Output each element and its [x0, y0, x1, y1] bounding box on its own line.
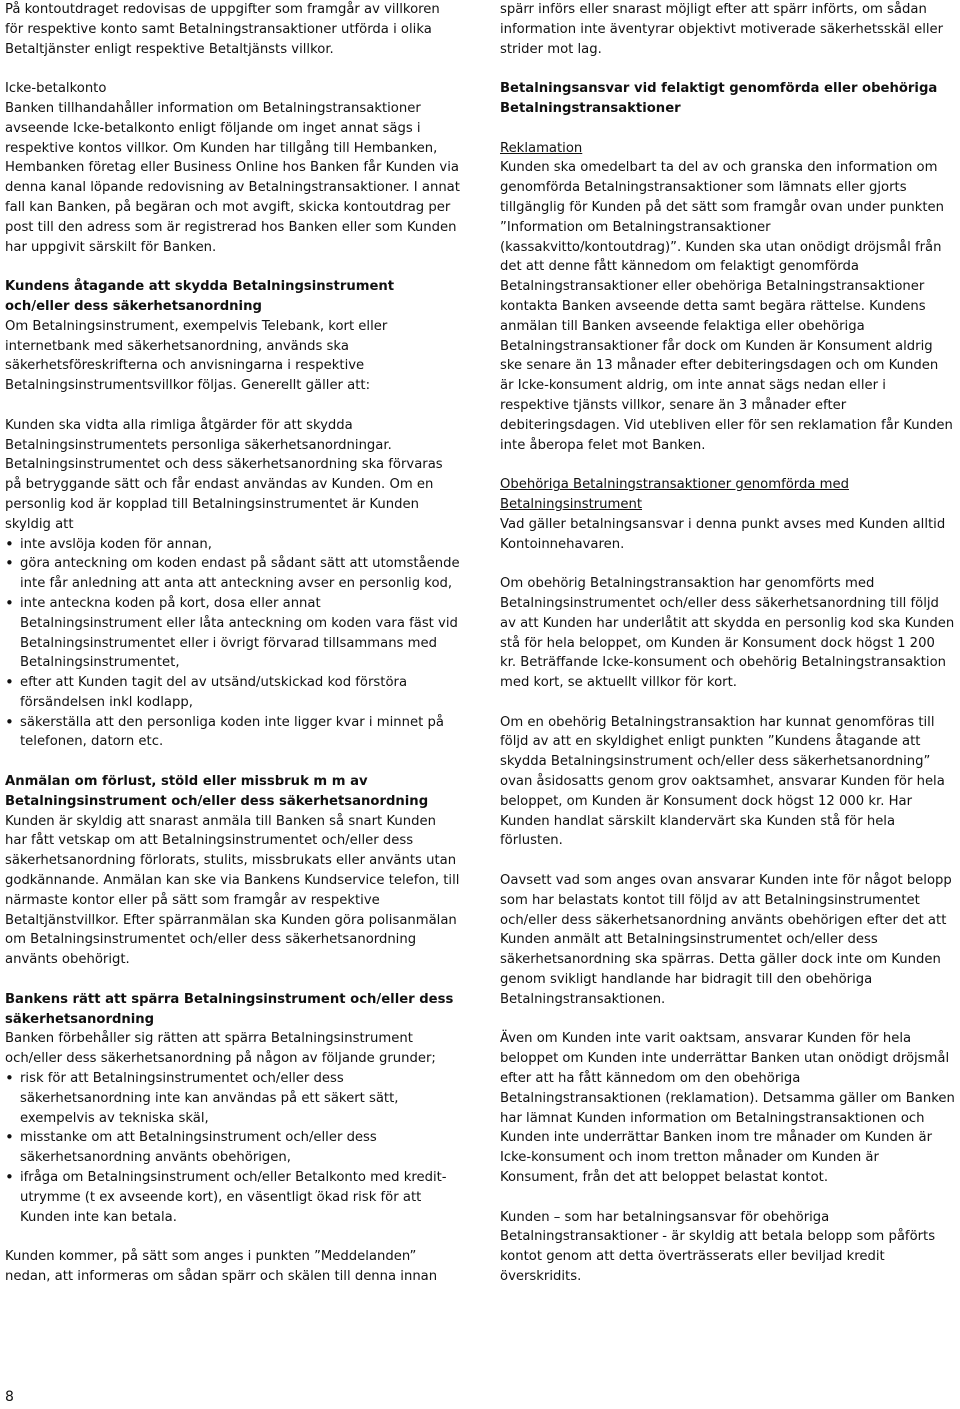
- anmalan-section: [5, 772, 460, 970]
- continued-paragraph: spärr införs eller snarast möjligt efter att spärr införts, om sådan information inte äventyrar objektivt motiverade säkerhetsskäl eller strider mot lag.: [500, 2, 944, 57]
- list-item: • risk för att Betalningsinstrumentet och/eller dess säkerhetsanordning inte kan användas på ett säkert sätt, exempelvis av tekniska skäl,: [5, 1069, 460, 1128]
- list-item: • säkerställa att den personliga koden inte ligger kvar i minnet på telefonen, datorn etc.: [5, 713, 460, 753]
- sparra-text: Banken förbehåller sig rätten att spärra Betalningsinstrument och/eller dess säkerhetsanordning på någon av följande grunder;: [5, 1031, 436, 1067]
- reklamation-section: [500, 139, 955, 456]
- paragraph-reklamation-frist: Även om Kunden inte varit oaktsam, ansvarar Kunden för hela beloppet om Kunden inte underrättar Banken utan onödigt dröjsmål efter att ha fått kännedom om den obehöriga Betalningstransaktionen (reklamation). Detsamma gäller om Banken har lämnat Kunden information om Betalningstransaktionen och Kunden inte underrättar Banken inom tre månader om Kunden är Icke-konsument och inom tretton månader om Kunden är Konsument, från det att beloppet belastat kontot.: [500, 1031, 955, 1186]
- obehoriga-text: Vad gäller betalningsansvar i denna punkt avses med Kunden alltid Kontoinnehavaren.: [500, 516, 946, 552]
- skydda-section: [5, 277, 460, 396]
- obehoriga-title: Obehöriga Betalningstransaktioner genomförda med Betalningsinstrument: [500, 477, 849, 512]
- icke-betalkonto-title: Icke-betalkonto: [5, 81, 107, 97]
- sparra-section: [5, 990, 460, 1228]
- skydda-section-2: [5, 416, 460, 753]
- list-item: • inte anteckna koden på kort, dosa eller annat Betalningsinstrument eller låta anteckning om koden vara fäst vid Betalningsinstrumentet eller i övrigt förvarad tillsammans med Betalningsinstrumentet,: [5, 594, 460, 673]
- page-number: 8: [5, 1389, 14, 1405]
- anmalan-text: Kunden är skyldig att snarast anmäla till Banken så snart Kunden har fått vetskap om att Betalningsinstrumentet och/eller dess säkerhetsanordning förlorats, stulits, missbrukats eller använts utan godkännande. Anmälan kan ske via Bankens Kundservice telefon, till närmaste kontor eller på sätt som framgår av respektive Betaltjänstvillkor. Efter spärranmälan ska Kunden göra polisanmälan om Betalningsinstrumentet och/eller dess säkerhetsanordning använts obehörigt.: [5, 813, 460, 968]
- right-column: [500, 0, 955, 1307]
- sparra-title: Bankens rätt att spärra Betalningsinstrument och/eller dess säkerhetsanordning: [5, 991, 454, 1027]
- intro-paragraph: På kontoutdraget redovisas de uppgifter som framgår av villkoren för respektive konto samt Betalningstransaktioner utförda i olika Betaltjänster enligt respektive Betaltjänsts villkor.: [5, 2, 440, 57]
- reklamation-text: Kunden ska omedelbart ta del av och granska den information om genomförda Betalningstransaktioner som lämnats eller gjorts tillgänglig för Kunden på det sätt som framgår ovan under punkten ”Information om Betalningstransaktioner (kassakvitto/kontoutdrag)”. Kunden ska utan onödigt dröjsmål från det att denne fått kännedom om felaktigt genomförda Betalningstransaktioner eller obehöriga Betalningstransaktioner kontakta Banken avseende detta samt begära rättelse. Kundens anmälan till Banken avseende felaktiga eller obehöriga Betalningstransaktioner får dock om Kunden är Konsument aldrig ske senare än 13 månader efter debiteringsdagen och om Kunden är Icke-konsument aldrig, om inte annat sägs nedan eller i respektive tjänsts villkor, senare än 3 månader efter debiteringsdagen. Vid utebliven eller för sen reklamation får Kunden inte åberopa felet mot Banken.: [500, 160, 953, 453]
- list-item: • ifråga om Betalningsinstrument och/eller Betalkonto med kreditutrymme (t ex avseende kort), en väsentligt ökad risk för att Kunden inte kan betala.: [5, 1168, 460, 1227]
- left-column: [5, 0, 460, 1307]
- reklamation-title: Reklamation: [500, 140, 583, 156]
- sparra-bullet-list: [5, 1069, 460, 1227]
- icke-betalkonto-text: Banken tillhandahåller information om Betalningstransaktioner avseende Icke-betalkonto enligt följande om inget annat sägs i respektive kontos villkor. Om Kunden har tillgång till Hembanken, Hembanken företag eller Business Online hos Banken får Kunden via denna kanal löpande redovisning av Betalningstransaktioner. I annat fall kan Banken, på begäran och mot avgift, skicka kontoutdrag per post till den adress som är registrerad hos Banken eller som Kunden har uppgivit särskilt för Banken.: [5, 100, 460, 255]
- list-item: • inte avslöja koden för annan,: [5, 535, 460, 555]
- obehoriga-section: [500, 475, 955, 554]
- icke-betalkonto-section: [5, 79, 460, 257]
- skydda-title: Kundens åtagande att skydda Betalningsinstrument och/eller dess säkerhetsanordning: [5, 279, 395, 314]
- anmalan-title: Anmälan om förlust, stöld eller missbruk m m av Betalningsinstrument och/eller dess säkerhetsanordning: [5, 774, 429, 809]
- paragraph-betalningsskyldighet: Kunden – som har betalningsansvar för obehöriga Betalningstransaktioner - är skyldig att betala belopp som påförts kontot genom att detta överträsserats eller beviljad kredit överskridits.: [500, 1209, 936, 1284]
- skydda-text: Om Betalningsinstrument, exempelvis Telebank, kort eller internetbank med säkerhetsanordning, används ska säkerhetsföreskrifterna och anvisningarna i respektive Betalningsinstrumentsvillkor följas. Generellt gäller att:: [5, 318, 388, 394]
- sparra-text-2: Kunden kommer, på sätt som anges i punkten ”Meddelanden” nedan, att informeras om sådan spärr och skälen till denna innan: [5, 1249, 438, 1284]
- list-item: • misstanke om att Betalningsinstrument och/eller dess säkerhetsanordning använts obehörigen,: [5, 1128, 460, 1168]
- list-item: • efter att Kunden tagit del av utsänd/utskickad kod förstöra försändelsen inkl kodlapp,: [5, 673, 460, 713]
- list-item: • göra anteckning om koden endast på sådant sätt att utomstående inte får anledning att anta att anteckning avser en personlig kod,: [5, 554, 460, 594]
- paragraph-grov-oaktsamhet: Om en obehörig Betalningstransaktion har kunnat genomföras till följd av att en skyldighet enligt punkten ”Kundens åtagande att skydda Betalningsinstrument och/eller dess säkerhetsanordning” ovan åsidosatts genom grov oaktsamhet, ansvarar Kunden för hela beloppet, om Kunden är Konsument dock högst 12 000 kr. Har Kunden handlat särskilt klandervärt ska Kunden stå för hela förlusten.: [500, 714, 945, 849]
- paragraph-efter-sparranmalan: Oavsett vad som anges ovan ansvarar Kunden inte för något belopp som har belastats kontot till följd av att Betalningsinstrumentet och/eller dess säkerhetsanordning använts obehörigen efter det att Kunden anmält att Betalningsinstrumentet och/eller dess säkerhetsanordning ska spärras. Detta gäller dock inte om Kunden genom svikligt handlande har bidragit till den obehöriga Betalningstransaktionen.: [500, 873, 952, 1007]
- betalningsansvar-title: Betalningsansvar vid felaktigt genomförda eller obehöriga Betalningstransaktioner: [500, 81, 938, 116]
- paragraph-personlig-kod: Om obehörig Betalningstransaktion har genomförts med Betalningsinstrumentet och/eller dess säkerhetsanordning till följd av att Kunden har underlåtit att skydda en personlig kod ska Kunden stå för hela beloppet, om Kunden är Konsument dock högst 1 200 kr. Beträffande Icke-konsument och obehörig Betalningstransaktion med kort, se aktuellt villkor för kort.: [500, 576, 955, 691]
- skydda-bullet-list: [5, 535, 460, 753]
- skydda-text-2: Kunden ska vidta alla rimliga åtgärder för att skydda Betalningsinstrumentets personliga säkerhetsanordningar. Betalningsinstrumentet och dess säkerhetsanordning ska förvaras på betryggande sätt och får endast användas av Kunden. Om en personlig kod är kopplad till Betalningsinstrumentet är Kunden skyldig att: [5, 417, 443, 532]
- betalningsansvar-section: [500, 79, 955, 119]
